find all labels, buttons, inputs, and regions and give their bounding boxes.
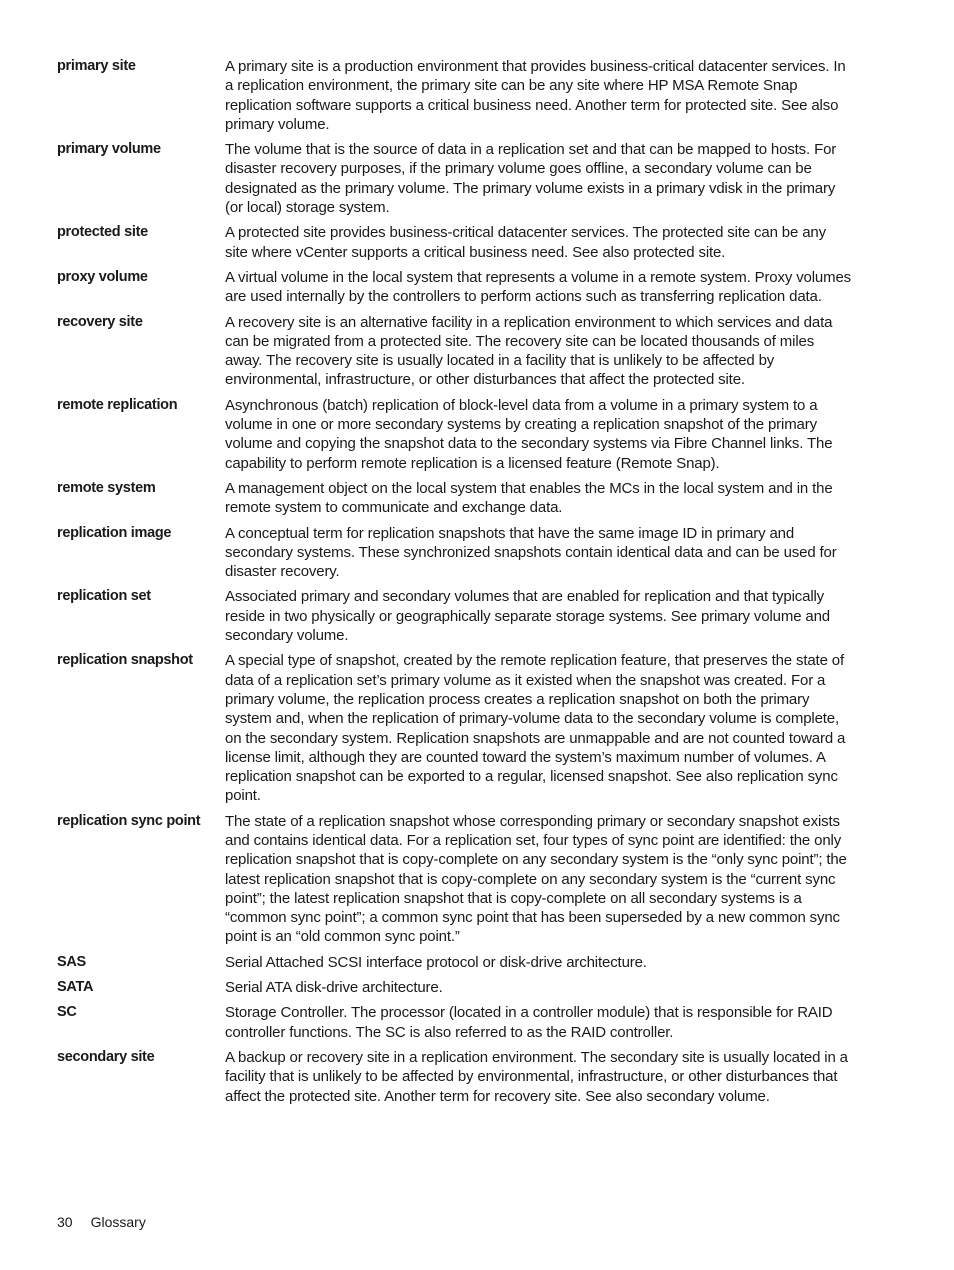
glossary-term: primary site [57,58,136,74]
glossary-definition: A protected site provides business-critical datacenter services. The protected site can be any site where vCenter supports a critical business need. See also protected site. [225,224,826,261]
glossary-entry [57,396,852,473]
glossary-definition: A virtual volume in the local system that represents a volume in a remote system. Proxy volumes are used internally by the controllers to perform actions such as transferring replication data. [225,268,852,306]
glossary-entry [57,140,852,217]
glossary-term: proxy volume [57,268,148,285]
glossary-term: remote replication [57,396,178,413]
glossary-term: replication snapshot [57,652,193,669]
glossary-term: replication sync point [57,812,201,829]
glossary-term: protected site [57,224,148,241]
glossary-entry [57,268,852,307]
glossary-entry [57,479,852,518]
glossary-term: recovery site [57,313,143,330]
glossary-definition: A special type of snapshot, created by the remote replication feature, that preserves the state of data of a replication set’s primary volume as it existed when the snapshot was created. For a primary volume, the replication process creates a replication snapshot on both the primary system and, when the replication of primary-volume data to the secondary volume is complete, on the secondary system. Replication snapshots are unmappable and are not counted toward a license limit, although they are counted toward the system’s maximum number of volumes. A replication snapshot can be exported to a regular, licensed snapshot. See also replication sync point. [225,652,846,805]
glossary-term: replication set [57,588,151,605]
glossary-definition: A backup or recovery site in a replication environment. The secondary site is usually located in a facility that is unlikely to be affected by environmental, infrastructure, or other disturbances that affect the protected site. Another term for recovery site. See also secondary volume. [225,1048,848,1105]
glossary-entry [57,57,852,134]
section-name: Glossary [90,1214,146,1230]
glossary-entry [57,651,852,805]
glossary-definition: Associated primary and secondary volumes that are enabled for replication and that typically reside in two physically or geographically separate storage systems. See primary volume and secondary volume. [225,588,830,645]
glossary-term: primary volume [57,141,161,158]
glossary-definition: The state of a replication snapshot whose corresponding primary or secondary snapshot exists and contains identical data. For a replication set, four types of sync point are identified: the only replication snapshot that is copy-complete on any secondary system is the “only sync point”; the latest replication snapshot that is copy-complete on any secondary system is the “current sync point”; the latest replication snapshot that is copy-complete on all secondary systems is a “common sync point”; a common sync point that has been superseded by a new common sync point is an “old common sync point.” [225,812,847,946]
glossary-definition: The volume that is the source of data in a replication set and that can be mapped to hosts. For disaster recovery purposes, if the primary volume goes offline, a secondary volume can be designated as the primary volume. The primary volume exists in a primary vdisk in the primary (or local) storage system. [225,141,837,217]
glossary-term: remote system [57,479,156,496]
glossary-definition: A conceptual term for replication snapshots that have the same image ID in primary and secondary systems. These synchronized snapshots contain identical data and can be used for disaster recovery. [225,524,837,581]
glossary-entry [57,313,852,390]
glossary-definition: A primary site is a production environment that provides business-critical datacenter services. In a replication environment, the primary site can be any site where HP MSA Remote Snap replication software supports a critical business need. Another term for protected site. See also primary volume. [225,58,846,133]
glossary-term: secondary site [57,1048,155,1065]
glossary-definition: A management object on the local system that enables the MCs in the local system and in the remote system to communicate and exchange data. [225,479,833,517]
glossary-term: SC [57,1004,77,1021]
glossary-definition: Serial Attached SCSI interface protocol or disk-drive architecture. [225,953,647,971]
page-footer [57,1213,146,1232]
glossary-entry [57,953,852,972]
glossary-entry [57,1003,852,1042]
glossary-definition: Storage Controller. The processor (located in a controller module) that is responsible for RAID controller functions. The SC is also referred to as the RAID controller. [225,1004,833,1041]
glossary-term: SAS [57,953,86,970]
glossary-list [57,57,852,1112]
glossary-entry [57,223,852,262]
glossary-entry [57,812,852,947]
page-number: 30 [57,1214,73,1230]
glossary-definition: Asynchronous (batch) replication of block-level data from a volume in a primary system to a volume in one or more secondary systems by creating a replication snapshot of the primary volume and copying the snapshot data to the secondary systems via Fibre Channel links. The capability to perform remote replication is a licensed feature (Remote Snap). [225,396,833,472]
glossary-entry [57,978,852,997]
glossary-term: SATA [57,979,94,996]
glossary-entry [57,587,852,645]
glossary-definition: A recovery site is an alternative facility in a replication environment to which services and data can be migrated from a protected site. The recovery site can be located thousands of miles away. The recovery site is usually located in a facility that is unlikely to be affected by environmental, infrastructure, or other disturbances that affect the protected site. [225,313,833,389]
glossary-term: replication image [57,524,172,541]
glossary-entry [57,524,852,582]
glossary-entry [57,1048,852,1106]
glossary-definition: Serial ATA disk-drive architecture. [225,979,443,997]
